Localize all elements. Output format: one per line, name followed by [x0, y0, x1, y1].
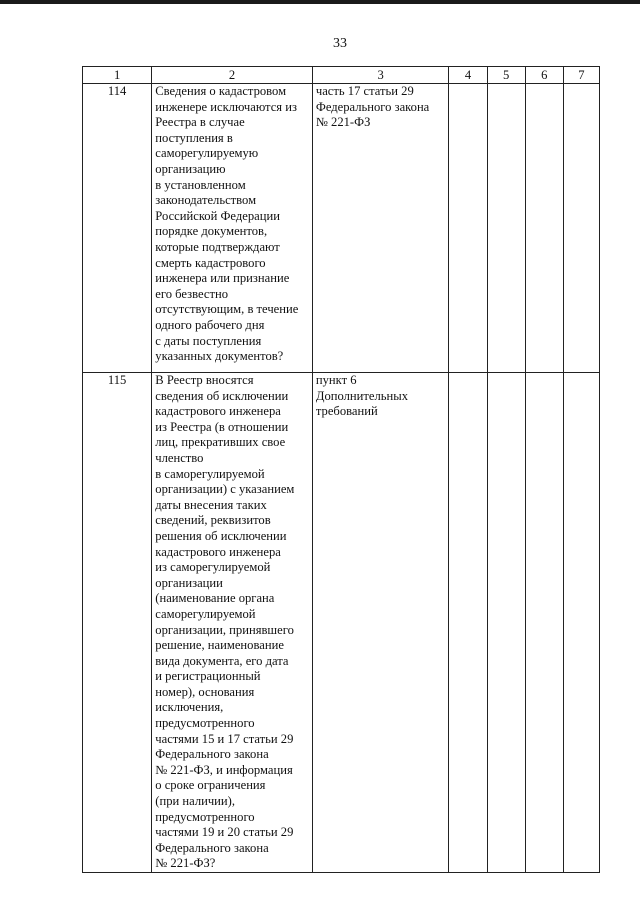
checklist-table	[82, 66, 600, 873]
cell-text-line: требований	[315, 404, 378, 419]
header-cell-2: 2	[152, 67, 313, 84]
cell-text-line: номер), основания	[155, 684, 255, 699]
cell-text-line: сведения об исключении	[155, 388, 289, 403]
cell-text-line: частями 19 и 20 статьи 29	[155, 825, 294, 840]
cell-text-line: с даты поступления	[155, 333, 262, 348]
cell-text-line: организации	[155, 575, 223, 590]
cell-text-line: из Реестра (в отношении	[155, 419, 289, 434]
cell-text-line: Реестра в случае	[155, 115, 245, 130]
cell-text-line: отсутствующим, в течение	[155, 302, 299, 317]
header-cell-5: 5	[487, 67, 525, 84]
cell-text-line: Сведения о кадастровом	[155, 84, 287, 98]
column-5-cell	[487, 373, 525, 873]
cell-text-line: (при наличии),	[155, 794, 236, 809]
cell-text-line: даты внесения таких	[155, 497, 267, 512]
cell-text-line: членство	[155, 450, 204, 465]
page-number: 33	[333, 36, 347, 51]
column-7-cell	[563, 373, 599, 873]
cell-text-line: В Реестр вносятся	[155, 373, 254, 387]
cell-text-line: которые подтверждают	[155, 239, 280, 254]
header-cell-1: 1	[83, 67, 152, 84]
table-row	[83, 373, 600, 873]
cell-text-line: поступления в	[155, 130, 233, 145]
cell-text-line: организацию	[155, 161, 226, 176]
header-cell-3: 3	[312, 67, 449, 84]
cell-text-line: лиц, прекративших свое	[155, 435, 286, 450]
cell-text-line: пункт 6	[315, 373, 357, 387]
cell-text-line: его безвестно	[155, 286, 229, 301]
cell-text-line: саморегулируемой	[155, 606, 256, 621]
legal-reference-cell	[312, 373, 449, 873]
table-row	[83, 84, 600, 373]
cell-text-line: и регистрационный	[155, 669, 261, 684]
column-7-cell	[563, 84, 599, 373]
cell-text-line: из саморегулируемой	[155, 560, 271, 575]
column-6-cell	[525, 373, 563, 873]
cell-text-line: саморегулируемую	[155, 146, 259, 161]
cell-text-line: сведений, реквизитов	[155, 513, 271, 528]
cell-text-line: № 221-ФЗ	[315, 115, 371, 130]
cell-text-line: исключения,	[155, 700, 224, 715]
cell-text-line: Федерального закона	[315, 99, 430, 114]
cell-text-line: Федерального закона	[155, 840, 269, 855]
header-cell-7: 7	[563, 67, 599, 84]
column-4-cell	[449, 373, 487, 873]
cell-text-line: организации) с указанием	[155, 482, 295, 497]
cell-text-line: предусмотренного	[155, 809, 255, 824]
cell-text-line: (наименование органа	[155, 591, 275, 606]
cell-text-line: решение, наименование	[155, 638, 284, 653]
cell-text-line: указанных документов?	[155, 349, 284, 364]
cell-text-line: Федерального закона	[155, 747, 269, 762]
scan-top-edge	[0, 0, 640, 4]
column-6-cell	[525, 84, 563, 373]
cell-text-line: кадастрового инженера	[155, 544, 281, 559]
cell-text-line: одного рабочего дня	[155, 317, 265, 332]
cell-text-line: решения об исключении	[155, 528, 287, 543]
row-number-cell: 115	[83, 373, 152, 873]
cell-text-line: инженера или признание	[155, 271, 290, 286]
cell-text-line: организации, принявшего	[155, 622, 294, 637]
question-text-cell	[152, 84, 313, 373]
cell-text-line: Российской Федерации	[155, 208, 280, 223]
column-5-cell	[487, 84, 525, 373]
cell-text-line: № 221-ФЗ?	[155, 856, 216, 871]
cell-text-line: вида документа, его дата	[155, 653, 289, 668]
cell-text-line: в установленном	[155, 177, 246, 192]
legal-reference-cell	[312, 84, 449, 373]
column-4-cell	[449, 84, 487, 373]
cell-text-line: предусмотренного	[155, 716, 255, 731]
header-cell-6: 6	[525, 67, 563, 84]
cell-text-line: кадастрового инженера	[155, 404, 281, 419]
cell-text-line: законодательством	[155, 193, 257, 208]
cell-text-line: о сроке ограничения	[155, 778, 266, 793]
table-header-row	[83, 67, 600, 84]
cell-text-line: инженере исключаются из	[155, 99, 297, 114]
cell-text-line: частями 15 и 17 статьи 29	[155, 731, 294, 746]
cell-text-line: смерть кадастрового	[155, 255, 266, 270]
cell-text-line: № 221-ФЗ, и информация	[155, 762, 293, 777]
cell-text-line: часть 17 статьи 29	[315, 84, 414, 98]
cell-text-line: Дополнительных	[315, 388, 409, 403]
cell-text-line: в саморегулируемой	[155, 466, 265, 481]
row-number-cell: 114	[83, 84, 152, 373]
header-cell-4: 4	[449, 67, 487, 84]
cell-text-line: порядке документов,	[155, 224, 268, 239]
question-text-cell	[152, 373, 313, 873]
